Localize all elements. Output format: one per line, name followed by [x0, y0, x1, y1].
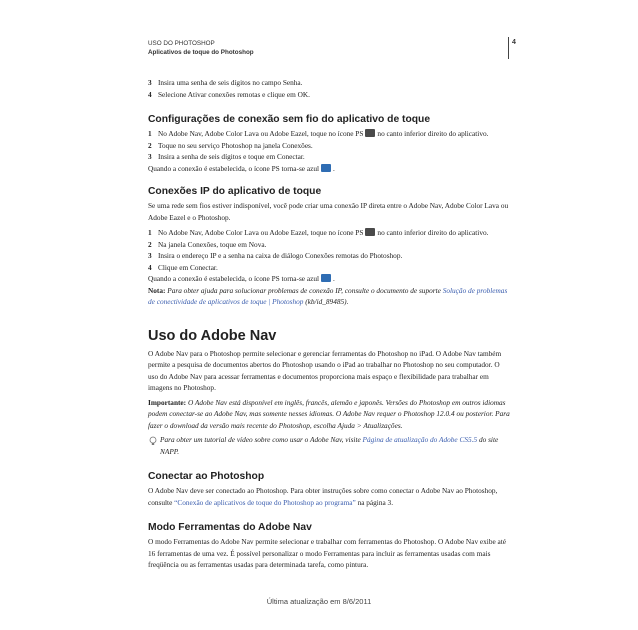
- paragraph: Quando a conexão é estabelecida, o ícone PS torna-se azul .: [148, 163, 335, 173]
- list-item: [148, 250, 510, 262]
- paragraph: Se uma rede sem fios estiver indisponível, você pode criar uma conexão IP direta entre o Adobe Nav, Adobe Color Lava ou Adobe Eazel e o Photoshop.: [148, 201, 509, 222]
- step-text: Clique em Conectar.: [158, 262, 218, 272]
- ps-icon-blue: [321, 274, 331, 282]
- step-text: no canto inferior direito do aplicativo.: [377, 228, 489, 237]
- tip-link[interactable]: Página de atualização do Adobe CS5.5: [362, 435, 478, 444]
- tip-text: Para obter um tutorial de vídeo sobre como usar o Adobe Nav, visite: [160, 435, 361, 444]
- list-item: [148, 77, 510, 89]
- page-content: [148, 77, 510, 571]
- footer-last-updated: Última atualização em 8/6/2011: [266, 597, 372, 606]
- connection-text: Quando a conexão é estabelecida, o ícone PS torna-se azul: [148, 274, 320, 283]
- section-heading-connect: Conectar ao Photoshop: [148, 471, 265, 482]
- paragraph: O Adobe Nav para o Photoshop permite selecionar e gerenciar ferramentas do Photoshop no iPad. O Adobe Nav também permite a pesquisa de documentos abertos do Photoshop usando o iPad ao trabalhar no Photoshop no seu computador. O uso do Adobe Nav para acessar ferramentas e documentos proporciona mais espaço e flexibilidade para trabalhar em imagens no Photoshop.: [148, 348, 502, 392]
- step-text: Toque no seu serviço Photoshop na janela Conexões.: [158, 140, 313, 150]
- step-number: 3: [148, 152, 152, 161]
- section-heading-tools: Modo Ferramentas do Adobe Nav: [148, 522, 312, 533]
- ps-icon-blue: [321, 164, 331, 172]
- section-heading-nav: Uso do Adobe Nav: [148, 327, 277, 344]
- note-end: (kb/id_89485).: [305, 297, 349, 306]
- step-number: 3: [148, 251, 152, 260]
- paragraph: [148, 485, 510, 508]
- step-number: 2: [148, 140, 152, 150]
- step-text: Na janela Conexões, toque em Nova.: [158, 239, 267, 249]
- section-heading-wireless: Configurações de conexão sem fio do aplicativo de toque: [148, 114, 431, 125]
- step-text: No Adobe Nav, Adobe Color Lava ou Adobe Eazel, toque no ícone PS: [158, 129, 364, 138]
- connection-text: Quando a conexão é estabelecida, o ícone PS torna-se azul: [148, 163, 320, 173]
- ps-icon: [365, 129, 375, 137]
- connect-text: O Adobe Nav deve ser conectado ao Photoshop. Para obter instruções sobre como conectar o Adobe Nav ao Photoshop, consulte: [148, 486, 498, 507]
- running-header: [148, 39, 254, 57]
- step-text: Insira a senha de seis dígitos e toque em Conectar.: [158, 152, 305, 161]
- list-item: [148, 151, 510, 163]
- step-text: no canto inferior direito do aplicativo.: [377, 129, 489, 138]
- paragraph: O modo Ferramentas do Adobe Nav permite selecionar e trabalhar com ferramentas do Photoshop. O Adobe Nav exibe até 16 ferramentas de uma vez. É possível personalizar o modo Ferramentas para incluir as ferramentas usadas com mais freqüência ou as ferramentas usadas para determinada tarefa, como pintura.: [148, 537, 507, 569]
- lightbulb-icon: [148, 436, 158, 446]
- header-subtitle: Aplicativos de toque do Photoshop: [148, 49, 254, 56]
- note-label: Nota:: [148, 285, 166, 295]
- tip-end: do site NAPP.: [160, 435, 499, 456]
- step-number: 3: [148, 78, 152, 87]
- paragraph: Quando a conexão é estabelecida, o ícone PS torna-se azul .: [148, 274, 335, 283]
- step-number: 1: [148, 228, 152, 237]
- tip: [148, 434, 510, 457]
- connect-text-end: na página 3.: [357, 497, 394, 507]
- step-text: Selecione Ativar conexões remotas e clique em OK.: [158, 89, 310, 99]
- step-number: 2: [148, 239, 152, 249]
- list-item: [148, 128, 510, 140]
- important-note: [148, 397, 510, 432]
- note-link[interactable]: Solução de problemas de conectividade de aplicativos de toque | Photoshop: [148, 285, 508, 306]
- connect-link[interactable]: “Conexão de aplicativos de toque do Photoshop ao programa”: [174, 497, 356, 507]
- list-item: [148, 89, 510, 101]
- section-heading-ip: Conexões IP do aplicativo de toque: [148, 186, 322, 197]
- important-text: O Adobe Nav está disponível em inglês, francês, alemão e japonês. Versões do Photoshop em outros idiomas podem conectar-se ao Adobe Nav, mas somente nesses idiomas. O Adobe Nav requer o Photoshop 12.0.4 ou posterior. Para fazer o download da versão mais recente do Photoshop, escolha Ajuda > Atualizações.: [148, 397, 510, 430]
- ps-icon: [365, 228, 375, 236]
- list-item: [148, 262, 510, 274]
- list-item: [148, 140, 510, 152]
- note-text: Para obter ajuda para solucionar problemas de conexão IP, consulte o documento de suporte: [167, 285, 441, 295]
- important-label: Importante:: [148, 397, 187, 407]
- step-text: Insira o endereço IP e a senha na caixa de diálogo Conexões remotas do Photoshop.: [158, 251, 403, 260]
- page-number: 4: [512, 39, 516, 46]
- list-item: [148, 239, 510, 251]
- step-number: 4: [148, 262, 152, 272]
- note: [148, 285, 510, 308]
- list-item: [148, 227, 510, 239]
- header-title: USO DO PHOTOSHOP: [148, 40, 215, 47]
- header-divider: [508, 37, 509, 59]
- step-text: No Adobe Nav, Adobe Color Lava ou Adobe Eazel, toque no ícone PS: [158, 228, 364, 237]
- step-text: Insira uma senha de seis dígitos no campo Senha.: [158, 78, 303, 87]
- step-number: 4: [148, 89, 152, 99]
- step-number: 1: [148, 129, 152, 138]
